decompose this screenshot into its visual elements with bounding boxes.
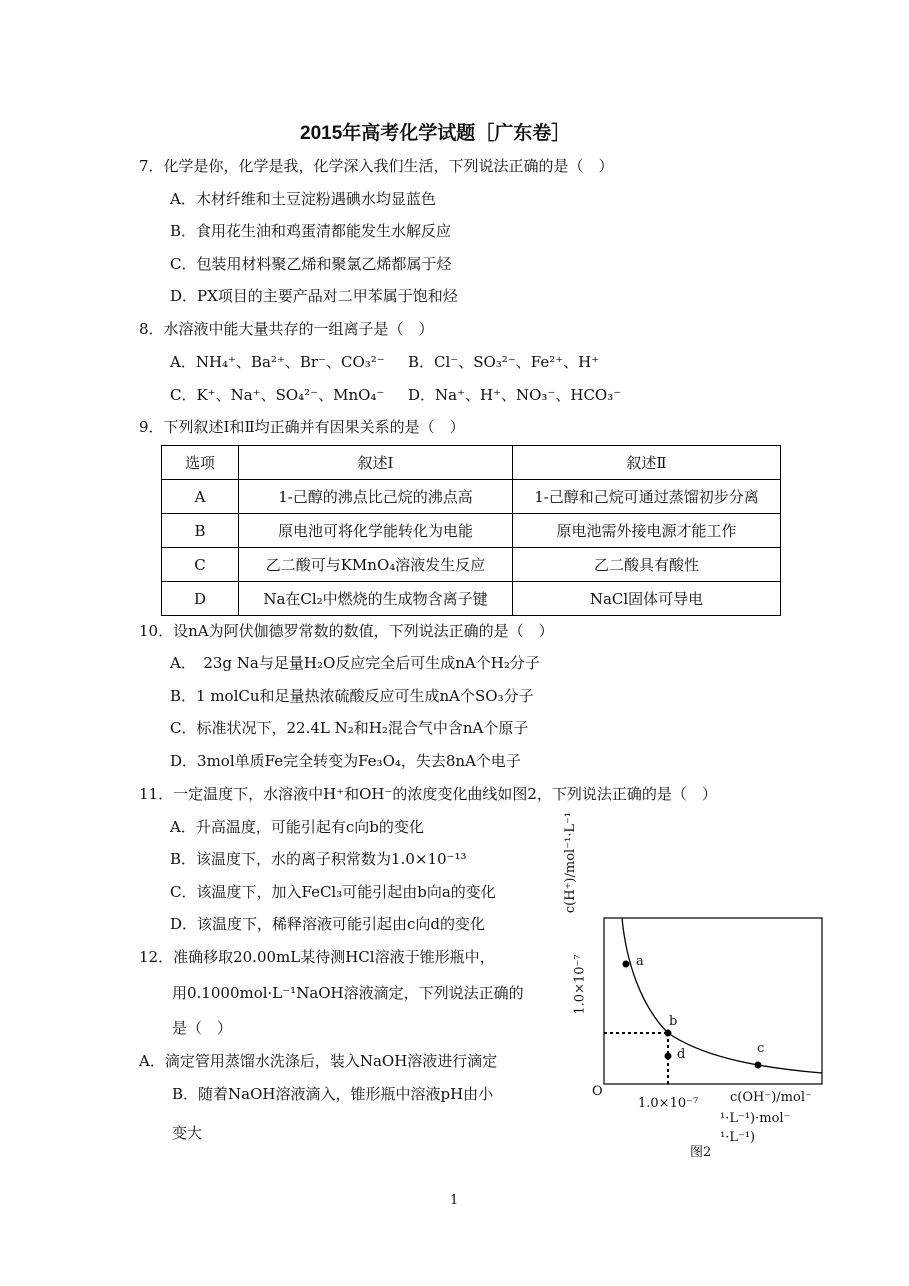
q7-option-d: D．PX项目的主要产品对二甲苯属于饱和烃 (170, 287, 458, 305)
q12-stem-line2: 用0.1000mol·L⁻¹NaOH溶液滴定，下列说法正确的 (172, 984, 524, 1002)
table-cell: 1-己醇和己烷可通过蒸馏初步分离 (513, 480, 781, 514)
table-cell: Na在Cl₂中燃烧的生成物含离子键 (239, 582, 513, 616)
point-label-d: d (677, 1047, 686, 1062)
page-title: 2015年高考化学试题［广东卷］ (300, 123, 571, 144)
q12-option-a: A．滴定管用蒸馏水洗涤后，装入NaOH溶液进行滴定 (139, 1052, 498, 1070)
q7-option-b: B．食用花生油和鸡蛋清都能发生水解反应 (170, 222, 452, 240)
q7-option-a: A．木材纤维和土豆淀粉遇碘水均显蓝色 (170, 190, 436, 208)
table-cell: 1-己醇的沸点比己烷的沸点高 (239, 480, 513, 514)
q7-stem: 7．化学是你，化学是我，化学深入我们生活，下列说法正确的是（ ） (139, 157, 614, 175)
ion-product-curve (622, 918, 822, 1073)
q11-option-a: A．升高温度，可能引起有c向b的变化 (170, 818, 424, 836)
q11-option-c: C．该温度下，加入FeCl₃可能引起由b向a的变化 (170, 883, 496, 901)
table-cell: 乙二酸可与KMnO₄溶液发生反应 (239, 548, 513, 582)
q12-stem-line3: 是（ ） (172, 1019, 233, 1037)
table-cell: A (162, 480, 239, 514)
q12-option-b-line2: 变大 (172, 1124, 203, 1142)
table-header-cell: 叙述Ⅱ (513, 446, 781, 480)
y-axis-label: c(H⁺)/mol⁻¹·L⁻¹ (563, 811, 579, 914)
q11-option-b: B．该温度下，水的离子积常数为1.0×10⁻¹³ (170, 850, 467, 868)
table-cell: NaCl固体可导电 (513, 582, 781, 616)
figure-2-graph (560, 815, 850, 1165)
q8-stem: 8．水溶液中能大量共存的一组离子是（ ） (139, 320, 434, 338)
x-tick-label: 1.0×10⁻⁷ (638, 1096, 699, 1111)
q11-option-d: D．该温度下，稀释溶液可能引起由c向d的变化 (170, 915, 486, 933)
table-cell: 原电池可将化学能转化为电能 (239, 514, 513, 548)
table-row (162, 514, 781, 548)
x-axis-label-line2: ¹·L⁻¹)·mol⁻ (720, 1111, 791, 1126)
q10-option-a: A． 23g Na与足量H₂O反应完全后可生成nA个H₂分子 (170, 654, 540, 672)
point-label-b: b (669, 1014, 678, 1029)
table-cell: 原电池需外接电源才能工作 (513, 514, 781, 548)
page-number: 1 (450, 1193, 459, 1208)
q10-option-d: D．3mol单质Fe完全转变为Fe₃O₄，失去8nA个电子 (170, 752, 521, 770)
point-d (665, 1053, 672, 1060)
point-a (623, 961, 630, 968)
table-cell: D (162, 582, 239, 616)
table-header-cell: 叙述Ⅰ (239, 446, 513, 480)
q8-option-d: D．Na⁺、H⁺、NO₃⁻、HCO₃⁻ (408, 386, 622, 404)
q11-stem: 11．一定温度下，水溶液中H⁺和OH⁻的浓度变化曲线如图2，下列说法正确的是（ ） (139, 785, 717, 803)
x-axis-label-line1: c(OH⁻)/mol⁻ (730, 1090, 812, 1105)
figure-caption: 图2 (690, 1145, 712, 1160)
point-b (665, 1030, 672, 1037)
q8-option-b: B．Cl⁻、SO₃²⁻、Fe²⁺、H⁺ (408, 353, 600, 371)
table-header-row (162, 446, 781, 480)
q8-option-a: A．NH₄⁺、Ba²⁺、Br⁻、CO₃²⁻ (170, 353, 385, 371)
table-header-cell: 选项 (162, 446, 239, 480)
q10-option-b: B．1 molCu和足量热浓硫酸反应可生成nA个SO₃分子 (170, 687, 534, 705)
table-row (162, 480, 781, 514)
origin-label: O (592, 1084, 603, 1099)
q9-table (161, 445, 781, 616)
y-tick-label: 1.0×10⁻⁷ (572, 954, 588, 1015)
q10-stem: 10．设nA为阿伏伽德罗常数的数值，下列说法正确的是（ ） (139, 622, 554, 640)
table-cell: 乙二酸具有酸性 (513, 548, 781, 582)
figure-frame (604, 918, 822, 1084)
q12-stem-line1: 12．准确移取20.00mL某待测HCl溶液于锥形瓶中， (139, 948, 495, 966)
q12-option-b-line1: B．随着NaOH溶液滴入，锥形瓶中溶液pH由小 (172, 1085, 494, 1103)
q9-stem: 9．下列叙述Ⅰ和Ⅱ均正确并有因果关系的是（ ） (139, 418, 465, 436)
table-row (162, 582, 781, 616)
point-label-a: a (636, 954, 644, 969)
q7-option-c: C．包装用材料聚乙烯和聚氯乙烯都属于烃 (170, 255, 452, 273)
point-c (755, 1062, 762, 1069)
q8-option-c: C．K⁺、Na⁺、SO₄²⁻、MnO₄⁻ (170, 386, 385, 404)
table-cell: B (162, 514, 239, 548)
table-cell: C (162, 548, 239, 582)
table-row (162, 548, 781, 582)
figure-2 (560, 811, 850, 1165)
x-axis-label-line3: ¹·L⁻¹) (720, 1130, 756, 1145)
q10-option-c: C．标准状况下，22.4L N₂和H₂混合气中含nA个原子 (170, 719, 529, 737)
point-label-c: c (757, 1041, 765, 1056)
